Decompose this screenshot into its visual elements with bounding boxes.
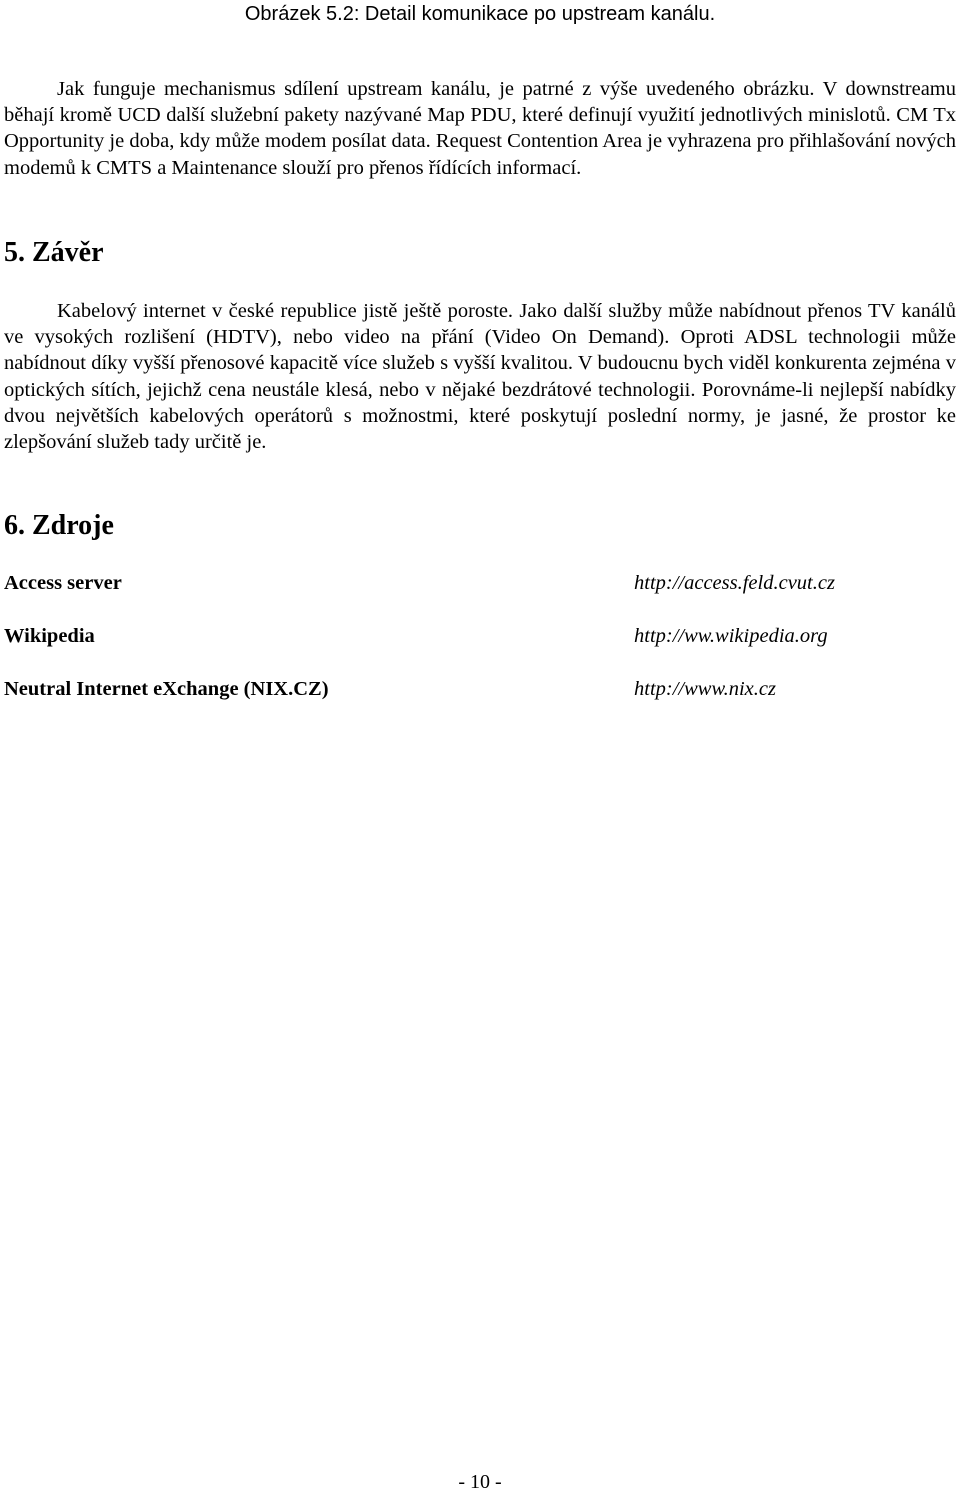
section-heading-conclusion: 5. Závěr: [4, 237, 104, 268]
source-link[interactable]: http://www.nix.cz: [634, 678, 776, 700]
source-name: Wikipedia: [4, 625, 95, 647]
source-name: Access server: [4, 572, 122, 594]
source-link[interactable]: http://access.feld.cvut.cz: [634, 572, 835, 594]
figure-caption: Obrázek 5.2: Detail komunikace po upstream kanálu.: [244, 3, 716, 25]
source-link[interactable]: http://ww.wikipedia.org: [634, 625, 828, 647]
paragraph-upstream-mechanism: Jak funguje mechanismus sdílení upstream kanálu, je patrné z výše uvedeného obrázku. V downstreamu běhají kromě UCD další služební pakety nazývané Map PDU, které definují využití jednotlivých minislotů. CM Tx Opportunity je doba, kdy může modem posílat data. Request Contention Area je vyhrazena pro přihlašování nových modemů k CMTS a Maintenance slouží pro přenos řídících informací.: [4, 78, 956, 179]
paragraph-conclusion: Kabelový internet v české republice jistě ještě poroste. Jako další služby může nabídnout přenos TV kanálů ve vysokých rozlišení (HDTV), nebo video na přání (Video On Demand). Oproti ADSL technologii může nabídnout díky vyšší přenosové kapacitě více služeb s vyšší kvalitou. V budoucnu bych viděl konkurenta zejména v optických sítích, jejichž cena neustále klesá, nebo v nějaké bezdrátové technologii. Porovnáme-li nejlepší nabídky dvou největších kabelových operátorů s možnostmi, které poskytují poslední normy, je jasné, že prostor ke zlepšování služeb tady určitě je.: [4, 300, 956, 454]
page-number: - 10 -: [458, 1471, 502, 1493]
section-heading-sources: 6. Zdroje: [4, 510, 114, 541]
source-name: Neutral Internet eXchange (NIX.CZ): [4, 678, 329, 700]
